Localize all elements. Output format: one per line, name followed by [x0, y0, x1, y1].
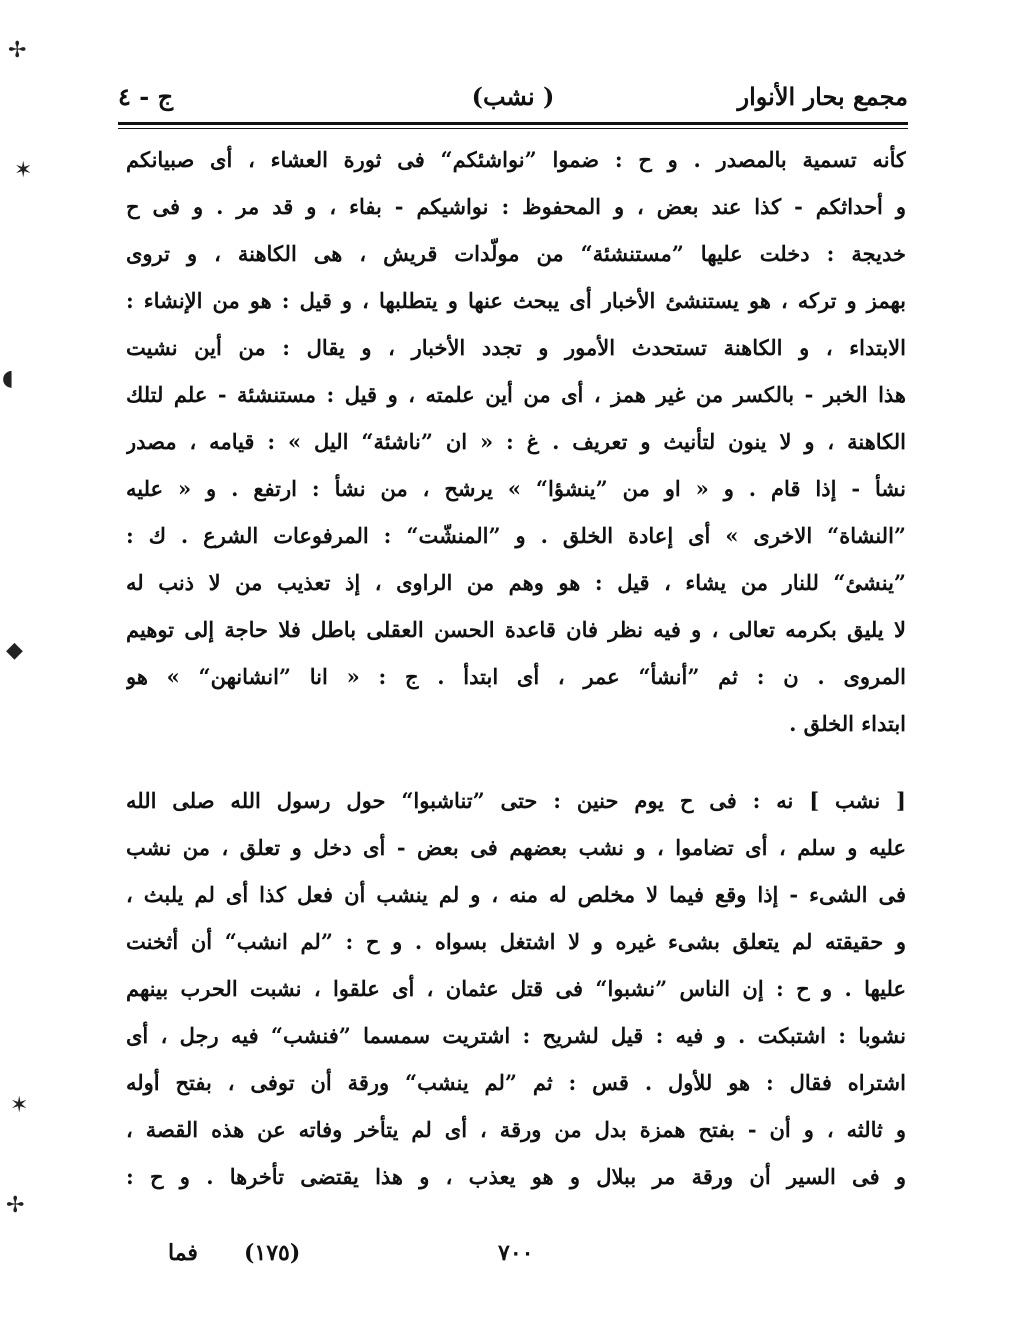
- book-title: مجمع بحار الأنوار: [737, 82, 908, 111]
- text-line: اشتراه فقال : هو للأول . قس : ثم ”لم ينشب“ ورقة أن توفى ، بفتح أوله: [126, 1070, 906, 1095]
- text-line: الابتداء ، و الكاهنة تستحدث الأمور و تجدد الأخبار ، و يقال : من أين نشيت: [126, 335, 906, 360]
- text-line: عليها . و ح : إن الناس ”نشبوا“ فى قتل عثمان ، أى علقوا ، نشبت الحرب بينهم: [126, 976, 906, 1001]
- text-line: خديجة : دخلت عليها ”مستنشئة“ من مولّدات قريش ، هى الكاهنة ، و تروى: [126, 241, 906, 266]
- text-line: ابتداء الخلق .: [789, 711, 906, 736]
- scan-mark-icon: ✢: [8, 38, 27, 63]
- text-line: لا يليق بكرمه تعالى ، و فيه نظر فان قاعدة الحسن العقلى باطل فلا حاجة إلى توهيم: [126, 617, 906, 642]
- page-footer: [118, 1240, 908, 1280]
- text-line: الكاهنة ، و لا ينون لتأنيث و تعريف . غ : « ان ”ناشئة“ اليل » : قيامه ، مصدر: [126, 429, 906, 454]
- paragraph-nashaa: [126, 136, 906, 747]
- catchword: فما: [168, 1240, 198, 1266]
- page-number: ٧٠٠: [498, 1240, 534, 1266]
- header-rule-thin: [118, 128, 908, 129]
- text-line: نشوبا : اشتبكت . و فيه : قيل لشريح : اشتريت سمسما ”فنشب“ فيه رجل ، أى: [126, 1023, 906, 1048]
- folio-number: (١٧٥): [244, 1240, 301, 1266]
- text-line: كأنه تسمية بالمصدر . و ح : ضموا ”نواشئكم“ فى ثورة العشاء ، أى صبيانكم: [126, 147, 906, 172]
- text-line: فى الشىء - إذا وقع فيما لا مخلص له منه ، و لم ينشب أن فعل كذا أى لم يلبث ،: [126, 882, 906, 907]
- paragraph-nashaba: [126, 777, 906, 1200]
- scan-mark-icon: ✢: [6, 1193, 25, 1218]
- text-line: و حقيقته لم يتعلق بشىء غيره و لا اشتغل بسواه . و ح : ”لم انشب“ أن أثخنت: [126, 929, 906, 954]
- volume-label: ج - ٤: [118, 82, 174, 111]
- text-line: و ثالثه ، و أن - بفتح همزة بدل من ورقة ، أى لم يتأخر وفاته عن هذه القصة ،: [126, 1117, 906, 1142]
- root-word-heading: ( نشب): [471, 82, 555, 111]
- scan-mark-icon: ✶: [10, 1093, 29, 1118]
- header-rule-thick: [118, 122, 908, 125]
- text-line: بهمز و تركه ، هو يستنشئ الأخبار أى يبحث عنها و يتطلبها ، و قيل : هو من الإنشاء :: [126, 288, 906, 313]
- scan-mark-icon: ✶: [14, 158, 33, 183]
- text-line: هذا الخبر - بالكسر من غير همز ، أى من أين علمته ، و قيل : مستنشئة - علم لتلك: [126, 382, 906, 407]
- text-line: و فى السير أن ورقة مر ببلال و هو يعذب ، و هذا يقتضى تأخرها . و ح :: [126, 1164, 906, 1189]
- text-line: [ نشب ] نه : فى ح يوم حنين : حتى ”تناشبوا“ حول رسول الله صلى الله: [126, 788, 906, 813]
- scan-mark-icon: ◆: [6, 638, 23, 663]
- running-head: [118, 82, 908, 122]
- text-line: نشأ - إذا قام . و « او من ”ينشؤا“ » يرشح ، من نشأ : ارتفع . و « عليه: [126, 476, 906, 501]
- scan-mark-icon: ◖: [2, 366, 14, 391]
- text-line: ”ينشئ“ للنار من يشاء ، قيل : هو وهم من الراوى ، إذ تعذيب من لا ذنب له: [126, 570, 906, 595]
- text-line: و أحداثكم - كذا عند بعض ، و المحفوظ : نواشيكم - بفاء ، و قد مر . و فى ح: [126, 194, 906, 219]
- text-line: ”النشاة“ الاخرى » أى إعادة الخلق . و ”المنشّت“ : المرفوعات الشرع . ك :: [126, 523, 906, 548]
- text-line: عليه و سلم ، أى تضاموا ، و نشب بعضهم فى بعض - أى دخل و تعلق ، من نشب: [126, 835, 906, 860]
- text-line: المروى . ن : ثم ”أنشأ“ عمر ، أى ابتدأ . ج : « انا ”انشانهن“ » هو: [126, 664, 906, 689]
